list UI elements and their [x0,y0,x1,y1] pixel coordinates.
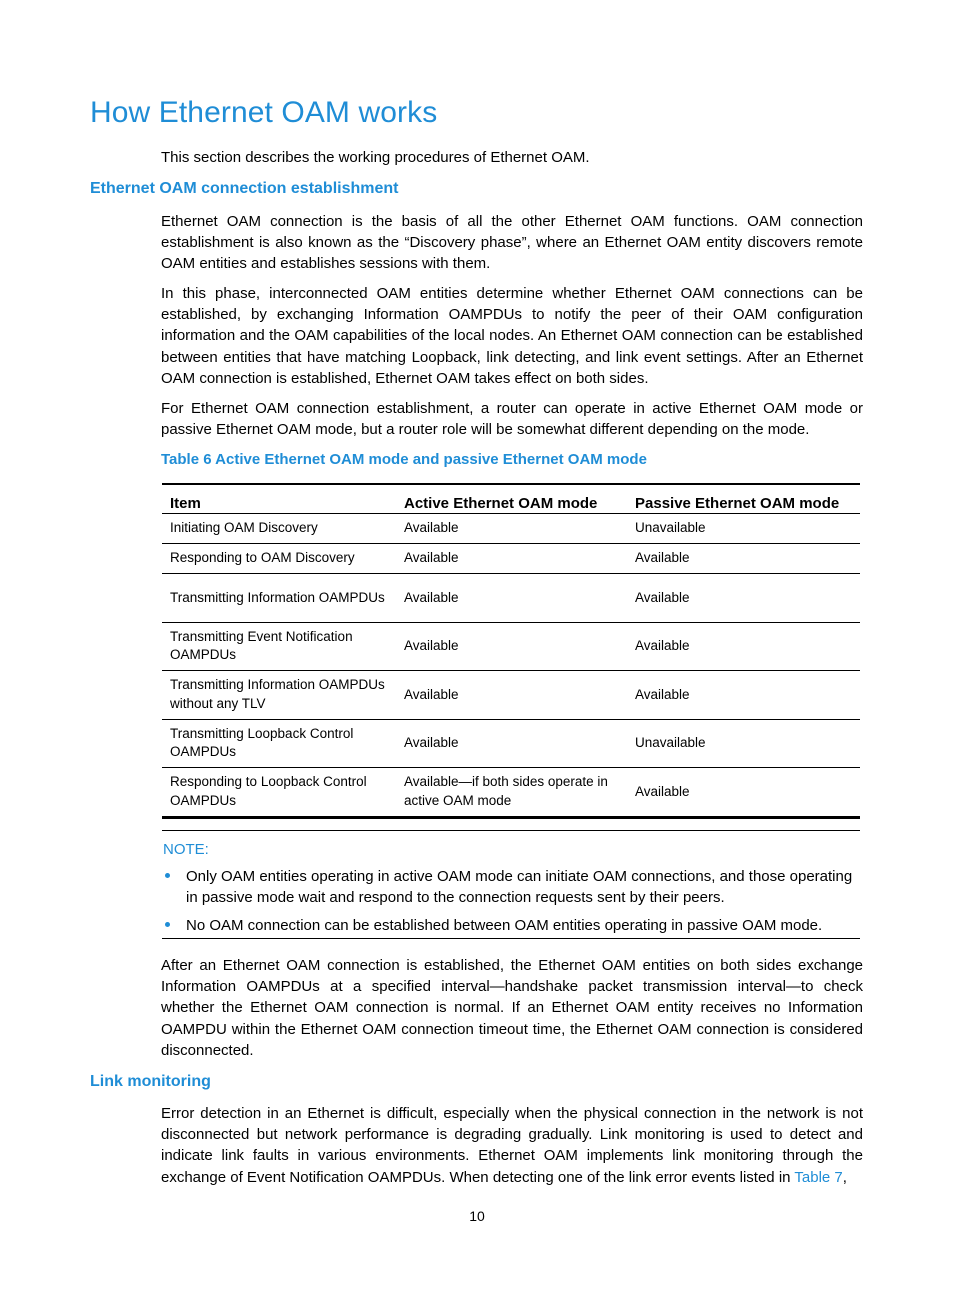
page-title: How Ethernet OAM works [90,96,438,129]
table-cell-item: Responding to Loopback Control OAMPDUs [162,768,396,818]
table-header-passive: Passive Ethernet OAM mode [627,484,860,514]
note-box [162,830,860,939]
table-row [162,574,860,623]
table-cell-active: Available [396,514,627,544]
note-item-text: Only OAM entities operating in active OAM mode can initiate OAM connections, and those operating in passive mode wait and respond to the connection requests sent by their peers. [186,868,853,906]
paragraph-connection-basis: Ethernet OAM connection is the basis of all the other Ethernet OAM functions. OAM connection establishment is also known as the “Discovery phase”, where an Ethernet OAM entity discovers remote OAM entities and establishes sessions with them. [161,213,863,273]
paragraph-link-monitoring-text: Error detection in an Ethernet is difficult, especially when the physical connection in the network is not disconnected but network performance is degrading gradually. Link monitoring is used to detect and indicate link faults in various environments. Ethernet OAM implements link monitoring through the exchange of Event Notification OAMPDUs. When detecting one of the link error events listed in [161,1105,863,1186]
oam-mode-table [162,483,860,819]
table-cell-passive: Available [627,544,860,574]
section-heading-link-monitoring: Link monitoring [90,1073,211,1090]
table-cell-active: Available [396,671,627,720]
intro-paragraph: This section describes the working procedures of Ethernet OAM. [161,149,590,166]
table-row [162,719,860,768]
table-header-item: Item [162,484,396,514]
table-cell-passive: Unavailable [627,719,860,768]
table-cell-passive: Unavailable [627,514,860,544]
table-cell-active: Available [396,574,627,623]
table-cell-item: Transmitting Event Notification OAMPDUs [162,622,396,671]
paragraph-link-monitoring [161,1103,863,1188]
table-row [162,514,860,544]
note-list [162,866,860,943]
table-cell-item: Initiating OAM Discovery [162,514,396,544]
table-cell-item: Transmitting Loopback Control OAMPDUs [162,719,396,768]
page-number: 10 [469,1208,485,1224]
table-cell-passive: Available [627,622,860,671]
bullet-icon [165,922,170,927]
table-cell-item: Transmitting Information OAMPDUs [162,574,396,623]
table-cell-item: Responding to OAM Discovery [162,544,396,574]
table-row [162,671,860,720]
table-caption: Table 6 Active Ethernet OAM mode and passive Ethernet OAM mode [161,451,647,468]
table-row [162,768,860,818]
table-header-row [162,484,860,514]
table-cell-passive: Available [627,671,860,720]
note-item [162,866,860,908]
note-label: NOTE: [163,841,209,858]
paragraph-after-connection: After an Ethernet OAM connection is established, the Ethernet OAM entities on both sides exchange Information OAMPDUs at a specified interval—handshake packet transmission interval—to check whether the Ethernet OAM connection is normal. If an Ethernet OAM entity receives no Information OAMPDU within the Ethernet OAM connection timeout time, the Ethernet OAM connection is considered disconnected. [161,957,863,1059]
table-cell-active: Available [396,719,627,768]
paragraph-modes: For Ethernet OAM connection establishment, a router can operate in active Ethernet OAM mode or passive Ethernet OAM mode, but a router role will be somewhat different depending on the mode. [161,400,863,439]
table-row [162,544,860,574]
table-cell-passive: Available [627,574,860,623]
table-cell-active: Available—if both sides operate in active OAM mode [396,768,627,818]
table-cell-active: Available [396,622,627,671]
bullet-icon [165,873,170,878]
table-row [162,622,860,671]
note-item-text: No OAM connection can be established between OAM entities operating in passive OAM mode. [186,917,823,934]
section-heading-connection: Ethernet OAM connection establishment [90,180,399,197]
paragraph-discovery-phase: In this phase, interconnected OAM entities determine whether Ethernet OAM connections can be established, by exchanging Information OAMPDUs to notify the peer of their OAM configuration information and the OAM capabilities of the local nodes. An Ethernet OAM connection can be established between entities that have matching Loopback, link detecting, and link event settings. After an Ethernet OAM connection is established, Ethernet OAM takes effect on both sides. [161,285,863,387]
table-cell-item: Transmitting Information OAMPDUs without any TLV [162,671,396,720]
paragraph-link-monitoring-tail: , [842,1168,847,1186]
table-7-link[interactable]: Table 7 [794,1168,843,1186]
note-item [162,915,860,936]
table-header-active: Active Ethernet OAM mode [396,484,627,514]
table-cell-passive: Available [627,768,860,818]
table-cell-active: Available [396,544,627,574]
